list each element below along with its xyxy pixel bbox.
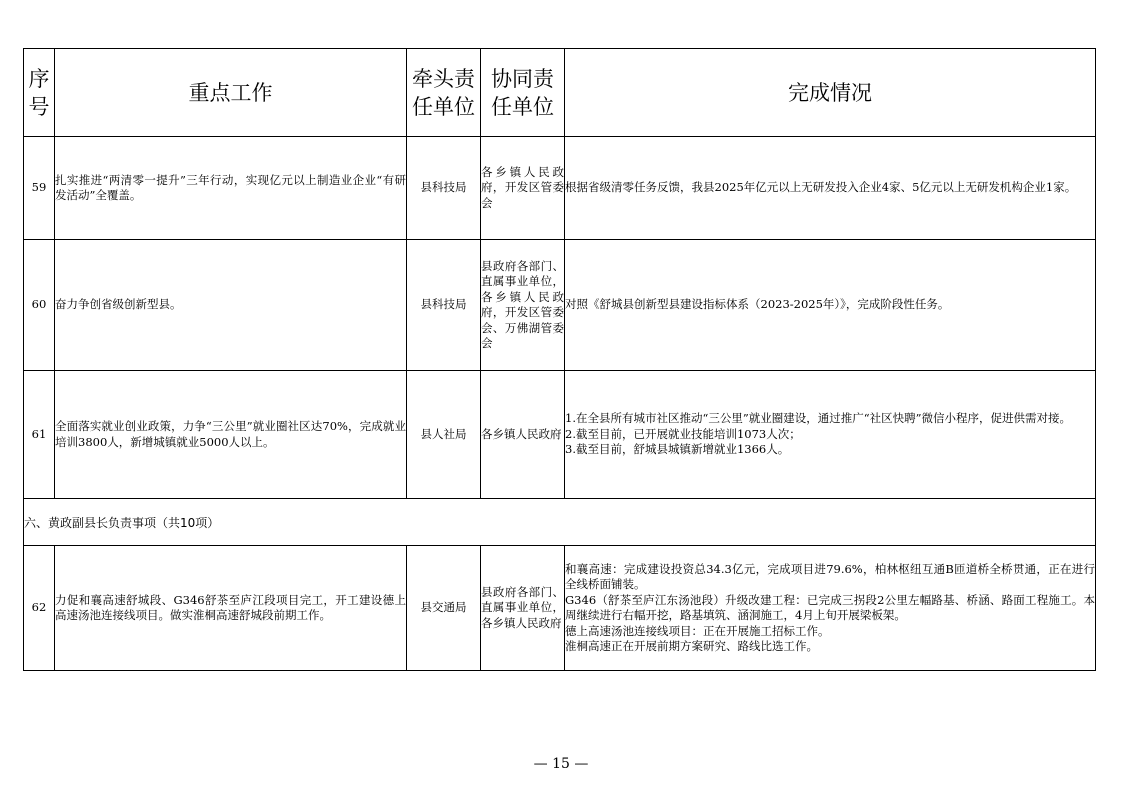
row-lead-unit: 县科技局 — [407, 137, 481, 240]
section-row — [24, 499, 1096, 546]
status-line: 2.截至目前，已开展就业技能培训1073人次； — [565, 426, 801, 441]
header-lead: 牵头责任单位 — [407, 49, 481, 137]
status-line: 和襄高速：完成建设投资总34.3亿元，完成项目进79.6%，柏林枢纽互通B匝道桥全桥贯通，正在进行全线桥面铺装。 — [565, 561, 1095, 591]
header-task: 重点工作 — [55, 49, 407, 137]
status-line: 根据省级清零任务反馈，我县2025年亿元以上无研发投入企业4家、5亿元以上无研发机构企业1家。 — [565, 180, 1077, 195]
row-co-unit: 各乡镇人民政府 — [481, 371, 565, 499]
row-status — [565, 546, 1096, 671]
table-row — [24, 371, 1096, 499]
header-co: 协同责任单位 — [481, 49, 565, 137]
table-header-row — [24, 49, 1096, 137]
row-lead-unit: 县交通局 — [407, 546, 481, 671]
status-line: G346（舒茶至庐江东汤池段）升级改建工程：已完成三拐段2公里左幅路基、桥涵、路面工程施工。本周继续进行右幅开挖，路基填筑、涵洞施工，4月上旬开展梁板架。 — [565, 592, 1095, 622]
table-row — [24, 137, 1096, 240]
row-task: 扎实推进“两清零一提升”三年行动，实现亿元以上制造业企业“有研发活动”全覆盖。 — [55, 137, 407, 240]
row-number: 59 — [24, 137, 55, 240]
row-number: 61 — [24, 371, 55, 499]
table-row — [24, 546, 1096, 671]
page-number: — 15 — — [533, 756, 589, 772]
header-done: 完成情况 — [565, 49, 1096, 137]
row-lead-unit: 县科技局 — [407, 240, 481, 371]
section-title: 六、黄政副县长负责事项（共10项） — [24, 499, 1096, 546]
row-status — [565, 240, 1096, 371]
row-co-unit: 县政府各部门、直属事业单位，各乡镇人民政府 — [481, 546, 565, 671]
status-line: 3.截至目前，舒城县城镇新增就业1366人。 — [565, 442, 790, 457]
row-co-unit: 县政府各部门、直属事业单位，各乡镇人民政府，开发区管委会、万佛湖管委会 — [481, 240, 565, 371]
row-status — [565, 371, 1096, 499]
header-no: 序号 — [24, 49, 55, 137]
work-progress-table — [23, 48, 1096, 671]
status-line: 德上高速汤池连接线项目：正在开展施工招标工作。 — [565, 623, 830, 638]
row-task: 全面落实就业创业政策，力争“三公里”就业圈社区达70%，完成就业培训3800人，新增城镇就业5000人以上。 — [55, 371, 407, 499]
row-co-unit: 各乡镇人民政府，开发区管委会 — [481, 137, 565, 240]
status-line: 1.在全县所有城市社区推动“三公里”就业圈建设，通过推广“社区快聘”微信小程序，促进供需对接。 — [565, 411, 1071, 426]
status-line: 对照《舒城县创新型县建设指标体系（2023-2025年）》，完成阶段性任务。 — [565, 297, 950, 312]
status-line: 淮桐高速正在开展前期方案研究、路线比选工作。 — [565, 639, 818, 653]
row-task: 力促和襄高速舒城段、G346舒茶至庐江段项目完工，开工建设德上高速汤池连接线项目。做实淮桐高速舒城段前期工作。 — [55, 546, 407, 671]
row-number: 60 — [24, 240, 55, 371]
row-number: 62 — [24, 546, 55, 671]
table-row — [24, 240, 1096, 371]
row-lead-unit: 县人社局 — [407, 371, 481, 499]
row-status — [565, 137, 1096, 240]
row-task: 奋力争创省级创新型县。 — [55, 240, 407, 371]
